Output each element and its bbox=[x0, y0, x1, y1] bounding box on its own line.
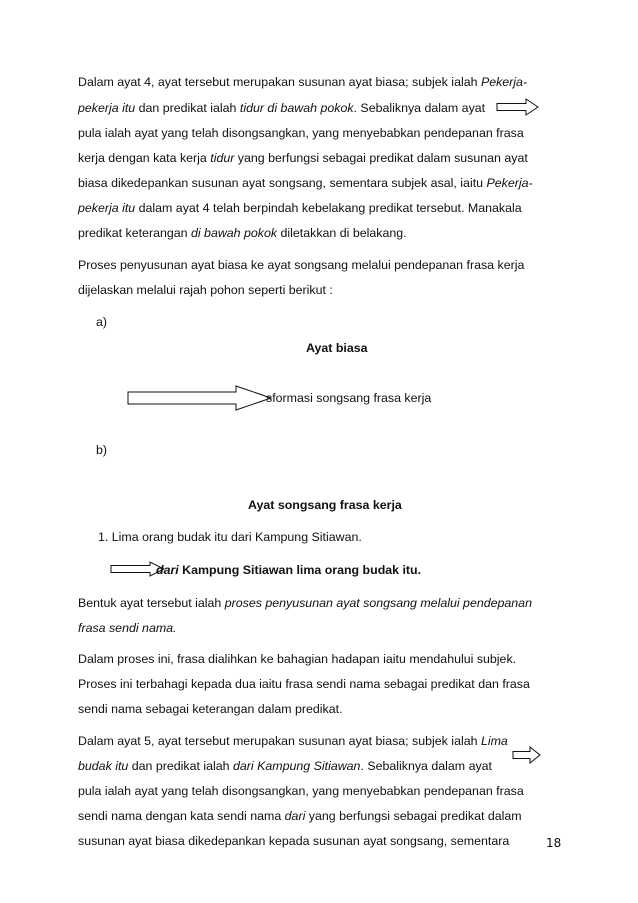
p1-line-3: pula ialah ayat yang telah disongsangkan, yang menyebabkan pendepanan frasa bbox=[78, 126, 524, 140]
text: dan predikat ialah bbox=[128, 759, 234, 773]
right-arrow-icon bbox=[496, 98, 540, 116]
italic-text: tidur di bawah pokok bbox=[239, 101, 354, 115]
page-number: 18 bbox=[546, 836, 562, 850]
p5-line-5: susunan ayat biasa dikedepankan kepada susunan ayat songsang, sementara bbox=[78, 834, 510, 848]
p1-line-6 bbox=[78, 201, 522, 215]
p5-line-4 bbox=[78, 809, 522, 823]
text: dan predikat ialah bbox=[135, 101, 240, 115]
p4-line-3: sendi nama sebagai keterangan dalam predikat. bbox=[78, 702, 343, 716]
ayat-biasa-label: Ayat biasa bbox=[306, 341, 368, 355]
italic-text: dari Kampung Sitiawan bbox=[233, 759, 361, 773]
text: biasa dikedepankan susunan ayat songsang, sementara subjek asal, iaitu bbox=[78, 176, 487, 190]
p1-line-1 bbox=[78, 75, 527, 89]
example-result bbox=[156, 563, 421, 577]
p4-line-2: Proses ini terbahagi kepada dua iaitu frasa sendi nama sebagai predikat dan frasa bbox=[78, 677, 530, 691]
italic-text: Pekerja- bbox=[486, 176, 533, 190]
right-arrow-icon bbox=[512, 746, 542, 764]
text: diletakkan di belakang. bbox=[277, 226, 407, 240]
p2-line-2: dijelaskan melalui rajah pohon seperti berikut : bbox=[78, 283, 333, 297]
p2-line-1: Proses penyusunan ayat biasa ke ayat songsang melalui pendepanan frasa kerja bbox=[78, 258, 525, 272]
text: . Sebaliknya dalam ayat bbox=[353, 101, 486, 115]
text: kerja dengan kata kerja bbox=[78, 151, 211, 165]
text: predikat keterangan bbox=[78, 226, 191, 240]
p1-line-2 bbox=[78, 101, 485, 115]
p3-line-1 bbox=[78, 596, 532, 610]
p3-line-2 bbox=[78, 621, 177, 635]
transformation-arrow-icon bbox=[127, 385, 273, 411]
italic-text: Lima bbox=[480, 734, 508, 748]
text: yang berfungsi sebagai predikat dalam bbox=[305, 809, 522, 823]
p4-line-1: Dalam proses ini, frasa dialihkan ke bahagian hadapan iaitu mendahului subjek. bbox=[78, 652, 517, 666]
italic-text: budak itu bbox=[78, 759, 129, 773]
label-b: b) bbox=[96, 443, 108, 457]
italic-text: proses penyusunan ayat songsang melalui pendepanan bbox=[224, 596, 532, 610]
p5-line-3: pula ialah ayat yang telah disongsangkan, yang menyebabkan pendepanan frasa bbox=[78, 784, 524, 798]
italic-text: pekerja itu bbox=[78, 101, 136, 115]
italic-text: pekerja itu bbox=[78, 201, 136, 215]
italic-text: di bawah pokok bbox=[190, 226, 278, 240]
ayat-songsang-label: Ayat songsang frasa kerja bbox=[248, 498, 402, 512]
p1-line-7 bbox=[78, 226, 407, 240]
italic-bold-text: dari bbox=[156, 563, 179, 577]
p1-line-4 bbox=[78, 151, 528, 165]
italic-text: dari bbox=[284, 809, 306, 823]
text: yang berfungsi sebagai predikat dalam susunan ayat bbox=[234, 151, 528, 165]
text: Dalam ayat 5, ayat tersebut merupakan susunan ayat biasa; subjek ialah bbox=[78, 734, 481, 748]
text: Dalam ayat 4, ayat tersebut merupakan susunan ayat biasa; subjek ialah bbox=[78, 75, 481, 89]
text: Bentuk ayat tersebut ialah bbox=[78, 596, 225, 610]
example-item-1: 1. Lima orang budak itu dari Kampung Sitiawan. bbox=[98, 530, 362, 544]
text: dalam ayat 4 telah berpindah kebelakang predikat tersebut. Manakala bbox=[135, 201, 522, 215]
p5-line-1 bbox=[78, 734, 508, 748]
italic-text: frasa sendi nama. bbox=[78, 621, 177, 635]
bold-text: Kampung Sitiawan lima orang budak itu. bbox=[178, 563, 422, 577]
label-a: a) bbox=[96, 315, 108, 329]
italic-text: tidur bbox=[210, 151, 235, 165]
italic-text: Pekerja- bbox=[480, 75, 528, 89]
p1-line-5 bbox=[78, 176, 533, 190]
transformasi-label: sformasi songsang frasa kerja bbox=[266, 391, 432, 405]
p5-line-2 bbox=[78, 759, 492, 773]
text: sendi nama dengan kata sendi nama bbox=[78, 809, 285, 823]
text: . Sebaliknya dalam ayat bbox=[360, 759, 492, 773]
